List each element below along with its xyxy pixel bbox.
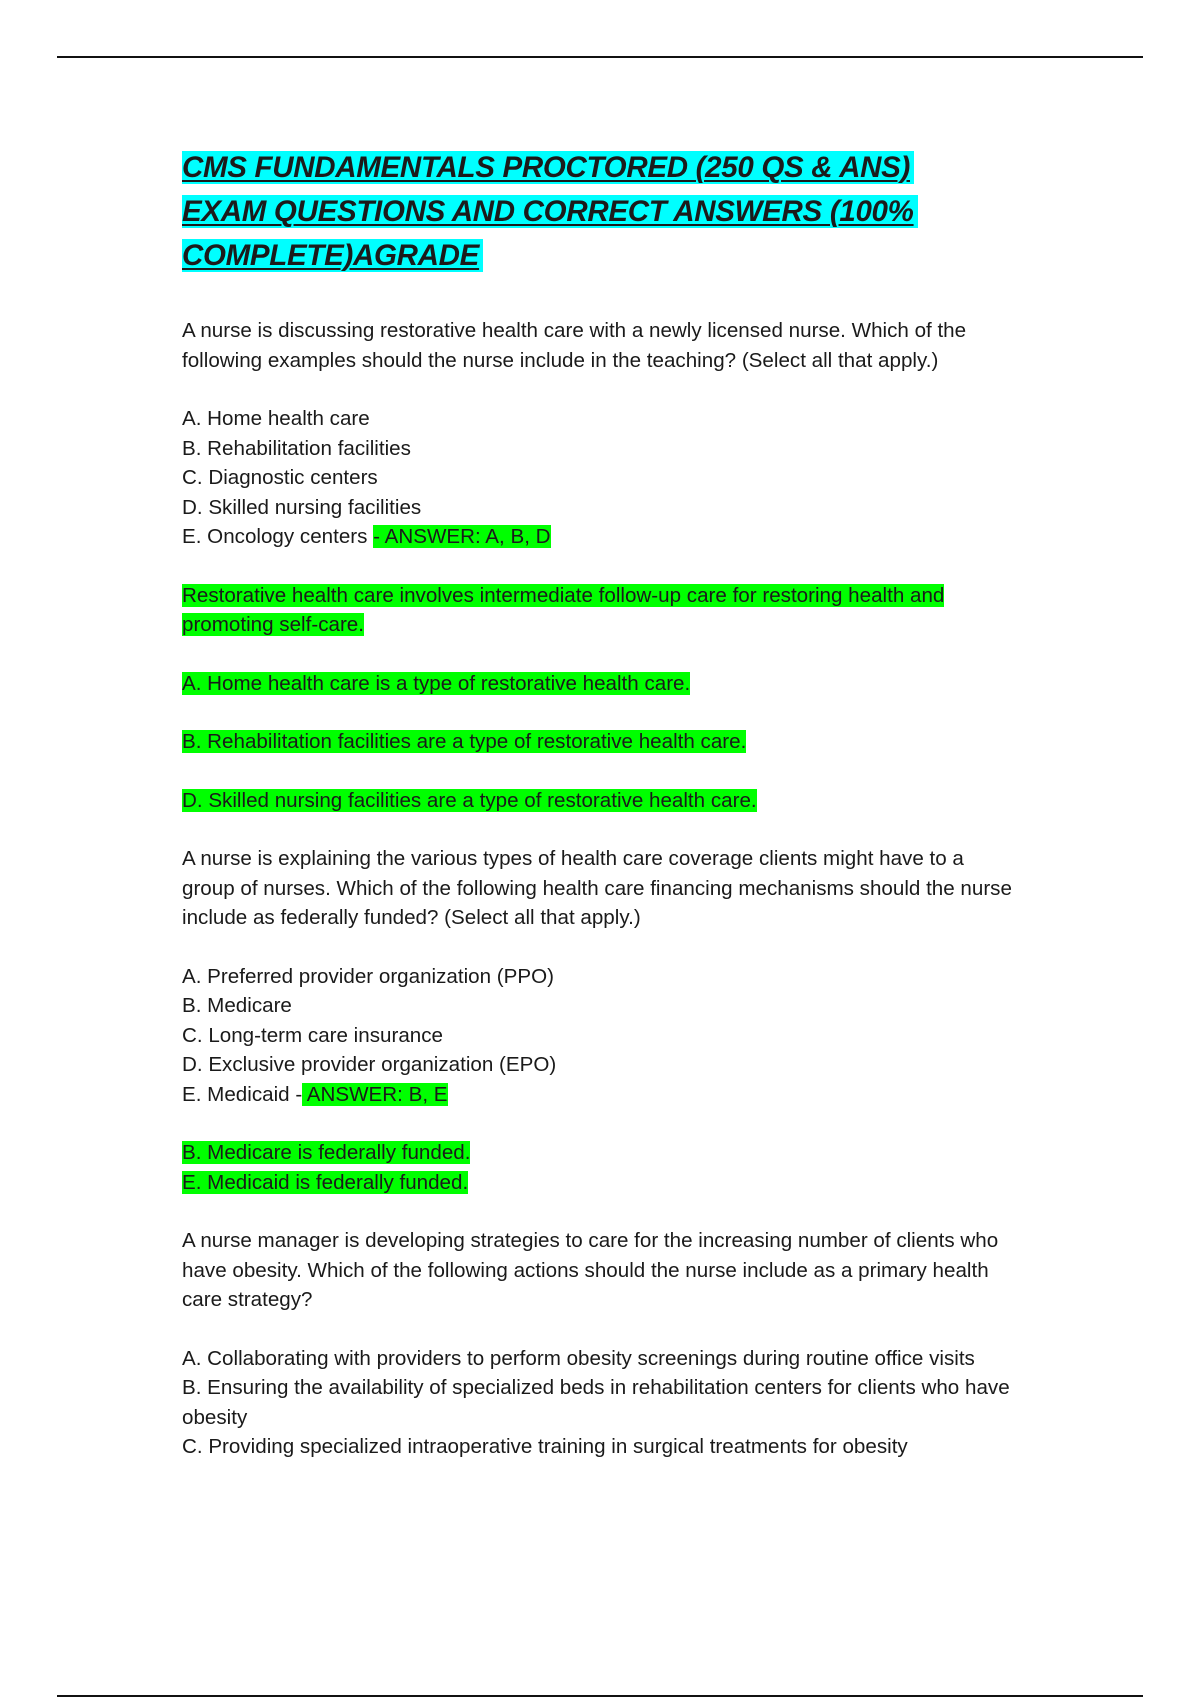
q1-option-e: E. Oncology centers xyxy=(182,525,374,548)
title-line-1: CMS FUNDAMENTALS PROCTORED (250 QS & ANS) xyxy=(182,151,914,184)
document-body xyxy=(182,146,1022,1462)
q1-option-b: B. Rehabilitation facilities xyxy=(182,436,411,460)
header-rule xyxy=(57,56,1143,58)
question-2-text: A nurse is explaining the various types of health care coverage clients might have to a group of nurses. Which of the following health care financing mechanisms should the nurse include as federally funded? (Select all that apply.) xyxy=(182,847,1012,929)
q1-rationale-a: A. Home health care is a type of restorative health care. xyxy=(182,671,691,695)
footer-rule xyxy=(57,1695,1143,1697)
title-line-2: EXAM QUESTIONS AND CORRECT ANSWERS (100% xyxy=(182,195,918,228)
document-title xyxy=(182,146,1022,278)
question-1-options xyxy=(182,404,1022,552)
q2-rationale-b: B. Medicare is federally funded. xyxy=(182,1141,471,1164)
q2-option-d: D. Exclusive provider organization (EPO) xyxy=(182,1053,557,1076)
q1-option-d: D. Skilled nursing facilities xyxy=(182,495,422,519)
q3-option-b: B. Ensuring the availability of specialized beds in rehabilitation centers for clients who have obesity xyxy=(182,1376,1010,1429)
q2-option-e-line xyxy=(182,1080,1022,1110)
q1-option-e-line xyxy=(182,522,1022,552)
q1-rationale-b: B. Rehabilitation facilities are a type of restorative health care. xyxy=(182,730,747,753)
q1-option-a: A. Home health care xyxy=(182,407,370,430)
q1-rationale-d-block xyxy=(182,786,1022,816)
q1-explanation-block xyxy=(182,581,1022,640)
q2-option-b: B. Medicare xyxy=(182,994,292,1017)
q3-option-a: A. Collaborating with providers to perform obesity screenings during routine office visits xyxy=(182,1346,975,1370)
q2-rationales xyxy=(182,1138,1022,1197)
q1-rationale-d: D. Skilled nursing facilities are a type of restorative health care. xyxy=(182,788,757,812)
q1-option-c: C. Diagnostic centers xyxy=(182,466,378,489)
q1-answer: - ANSWER: A, B, D xyxy=(373,525,551,548)
q3-option-c: C. Providing specialized intraoperative training in surgical treatments for obesity xyxy=(182,1435,908,1458)
question-3-text: A nurse manager is developing strategies to care for the increasing number of clients who have obesity. Which of the following actions should the nurse include as a primary health care strategy? xyxy=(182,1229,999,1311)
q1-rationale-a-block xyxy=(182,669,1022,699)
question-2-options xyxy=(182,962,1022,1110)
q2-answer: ANSWER: B, E xyxy=(302,1082,448,1106)
q2-option-e: E. Medicaid - xyxy=(182,1082,303,1106)
title-line-3: COMPLETE)AGRADE xyxy=(182,239,483,272)
q1-explanation: Restorative health care involves intermediate follow-up care for restoring health and promoting self-care. xyxy=(182,583,945,636)
question-3-options xyxy=(182,1344,1022,1462)
q2-rationale-e: E. Medicaid is federally funded. xyxy=(182,1170,469,1194)
q1-rationale-b-block xyxy=(182,727,1022,757)
question-1-text: A nurse is discussing restorative health care with a newly licensed nurse. Which of the following examples should the nurse include in the teaching? (Select all that apply.) xyxy=(182,319,967,372)
q2-option-a: A. Preferred provider organization (PPO) xyxy=(182,964,554,988)
q2-option-c: C. Long-term care insurance xyxy=(182,1023,443,1047)
